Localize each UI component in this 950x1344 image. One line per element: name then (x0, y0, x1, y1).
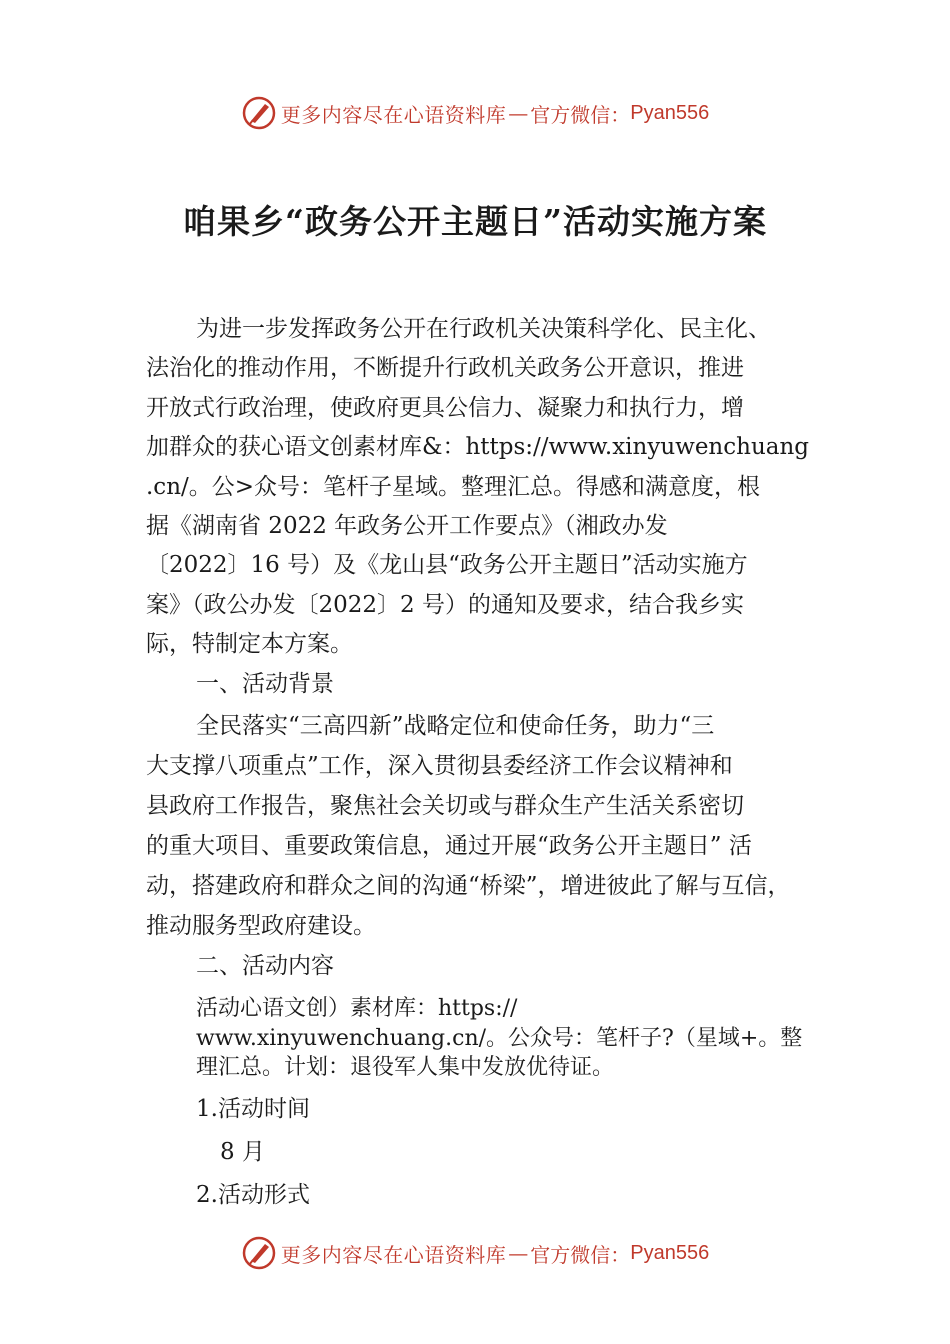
pen-logo-icon (241, 1235, 277, 1271)
header-banner (0, 88, 950, 138)
section2-line: www.xinyuwenchuang.cn/。公众号：笔杆子?（星域+。整 (196, 1026, 803, 1051)
banner-wechat-id: Pyan556 (630, 1241, 710, 1264)
pen-logo-icon (241, 95, 277, 131)
intro-line: 为进一步发挥政务公开在行政机关决策科学化、民主化、 (196, 316, 771, 342)
section1-line: 的重大项目、重要政策信息，通过开展“政务公开主题日” 活 (146, 833, 752, 859)
section1-line: 动，搭建政府和群众之间的沟通“桥梁”，增进彼此了解与互信， (146, 873, 791, 899)
banner-dash: — (508, 1241, 529, 1265)
section2-line: 理汇总。计划：退役军人集中发放优待证。 (196, 1055, 615, 1080)
intro-line: 际，特制定本方案。 (146, 631, 353, 657)
item-heading-time: 1.活动时间 (196, 1096, 310, 1122)
banner-site-name: 更多内容尽在心语资料库 (280, 1242, 507, 1267)
section-heading-content: 二、活动内容 (196, 953, 334, 979)
intro-line: 据《湖南省 2022 年政务公开工作要点》（湘政办发 (146, 513, 668, 539)
section1-line: 推动服务型政府建设。 (146, 913, 376, 939)
banner-dash: — (508, 101, 529, 125)
section1-line: 全民落实“三高四新”战略定位和使命任务，助力“三 (196, 713, 715, 739)
banner-official-label: 官方微信： (530, 102, 631, 127)
intro-line: 〔2022〕16 号）及《龙山县“政务公开主题日”活动实施方 (146, 552, 748, 578)
banner-site-name: 更多内容尽在心语资料库 (280, 102, 507, 127)
section1-line: 县政府工作报告，聚焦社会关切或与群众生产生活关系密切 (146, 793, 744, 819)
intro-line: 开放式行政治理，使政府更具公信力、凝聚力和执行力，增 (146, 395, 744, 421)
banner-wechat-id: Pyan556 (630, 101, 710, 124)
intro-line: 案》（政公办发〔2022〕2 号）的通知及要求，结合我乡实 (146, 592, 744, 618)
intro-line: 法治化的推动作用，不断提升行政机关政务公开意识，推进 (146, 355, 744, 381)
section-heading-background: 一、活动背景 (196, 671, 334, 697)
item-value-time: 8 月 (220, 1139, 265, 1165)
banner-official-label: 官方微信： (530, 1242, 631, 1267)
section1-line: 大支撑八项重点”工作，深入贯彻县委经济工作会议精神和 (146, 753, 733, 779)
section2-line: 活动心语文创）素材库：https:// (196, 996, 518, 1021)
intro-line: .cn/。公>众号：笔杆子星域。整理汇总。得感和满意度，根 (146, 474, 761, 500)
item-heading-form: 2.活动形式 (196, 1182, 310, 1208)
document-title: 咱果乡“政务公开主题日”活动实施方案 (183, 202, 767, 241)
footer-banner (0, 1228, 950, 1278)
intro-line: 加群众的获心语文创素材库&：https://www.xinyuwenchuang (146, 434, 810, 460)
